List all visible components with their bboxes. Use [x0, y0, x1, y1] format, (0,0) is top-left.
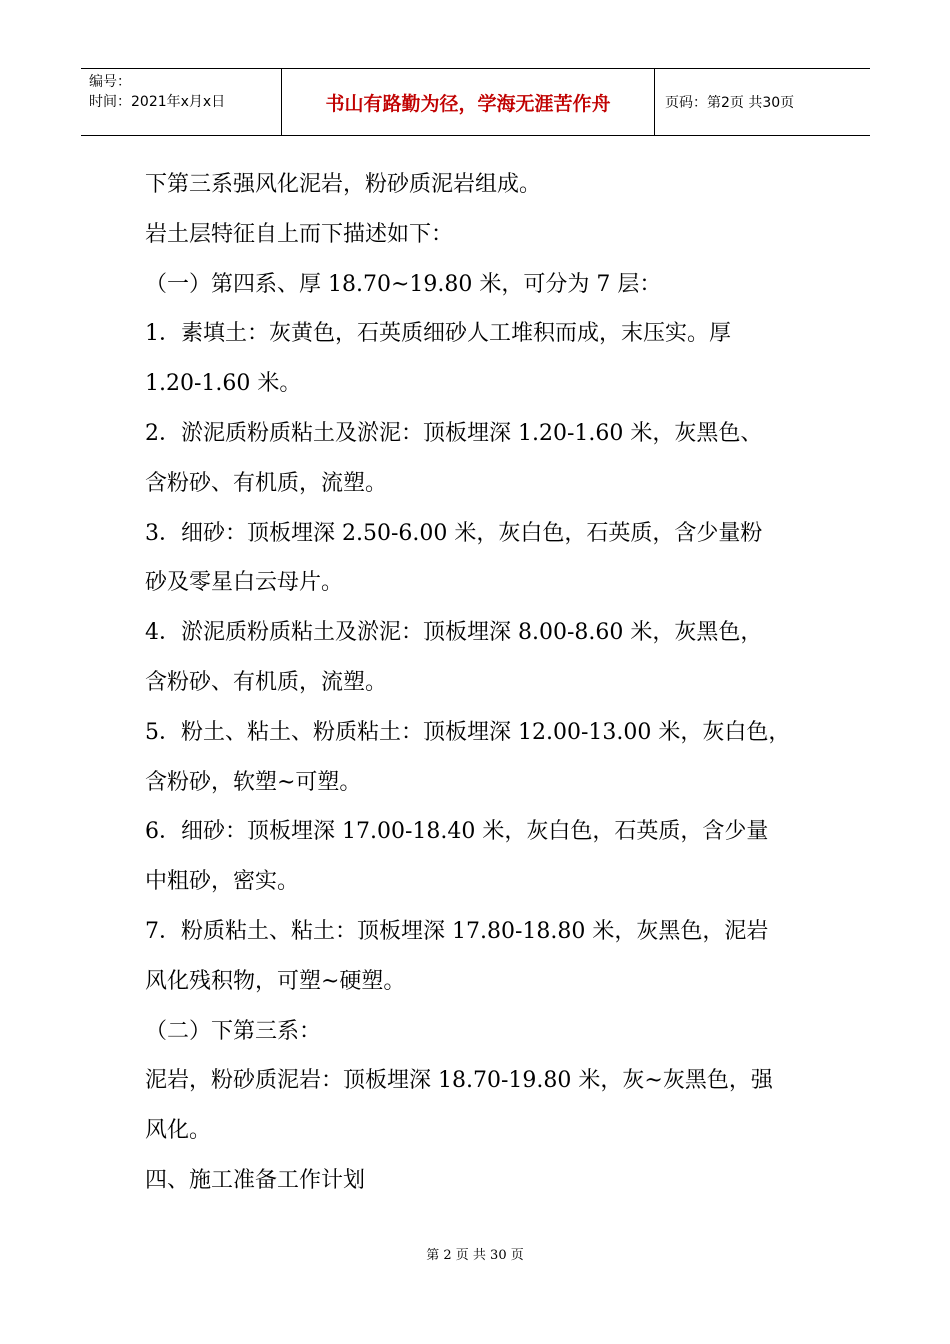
body-line: 7．粉质粘土、粘土：顶板埋深 17.80-18.80 米，灰黑色，泥岩 [145, 918, 769, 944]
section-heading: 四、施工准备工作计划 [145, 1167, 366, 1193]
body-line: 岩土层特征自上而下描述如下： [145, 221, 454, 247]
header-motto: 书山有路勤为径，学海无涯苦作舟 [281, 69, 655, 135]
body-line: 砂及零星白云母片。 [145, 570, 344, 596]
body-line: 2．淤泥质粉质粘土及淤泥：顶板埋深 1.20-1.60 米，灰黑色、 [145, 420, 763, 446]
body-line: 风化。 [145, 1118, 212, 1144]
header-page-code: 页码：第2页 共30页 [665, 95, 795, 111]
body-line: 含粉砂，软塑~可塑。 [145, 769, 362, 795]
body-line: 6．细砂：顶板埋深 17.00-18.40 米，灰白色，石英质，含少量 [145, 819, 769, 845]
page-header [81, 68, 870, 136]
body-line: 中粗砂，密实。 [145, 869, 300, 895]
body-line: （一）第四系、厚 18.70~19.80 米，可分为 7 层： [145, 271, 662, 297]
body-line: 下第三系强风化泥岩，粉砂质泥岩组成。 [145, 172, 542, 197]
body-line: 含粉砂、有机质，流塑。 [145, 669, 388, 695]
header-meta [81, 69, 281, 135]
body-line: 风化残积物，可塑~硬塑。 [145, 968, 406, 994]
body-line: 1.20-1.60 米。 [145, 371, 302, 397]
body-line: 1．素填土：灰黄色，石英质细砂人工堆积而成，末压实。厚 [145, 321, 731, 347]
page-footer: 第 2 页 共 30 页 [426, 1248, 524, 1263]
document-number-label: 编号： [89, 74, 131, 90]
body-line: （二）下第三系： [145, 1018, 322, 1044]
body-line: 5．粉土、粘土、粉质粘土：顶板埋深 12.00-13.00 米，灰白色， [145, 719, 791, 745]
body-line: 3．细砂：顶板埋深 2.50-6.00 米，灰白色，石英质，含少量粉 [145, 520, 763, 546]
document-body [145, 160, 825, 1206]
body-line: 含粉砂、有机质，流塑。 [145, 470, 388, 496]
body-line: 泥岩，粉砂质泥岩：顶板埋深 18.70-19.80 米，灰~灰黑色，强 [145, 1068, 773, 1094]
document-time-label: 时间：2021年x月x日 [89, 94, 226, 110]
body-line: 4．淤泥质粉质粘土及淤泥：顶板埋深 8.00-8.60 米，灰黑色， [145, 620, 763, 646]
